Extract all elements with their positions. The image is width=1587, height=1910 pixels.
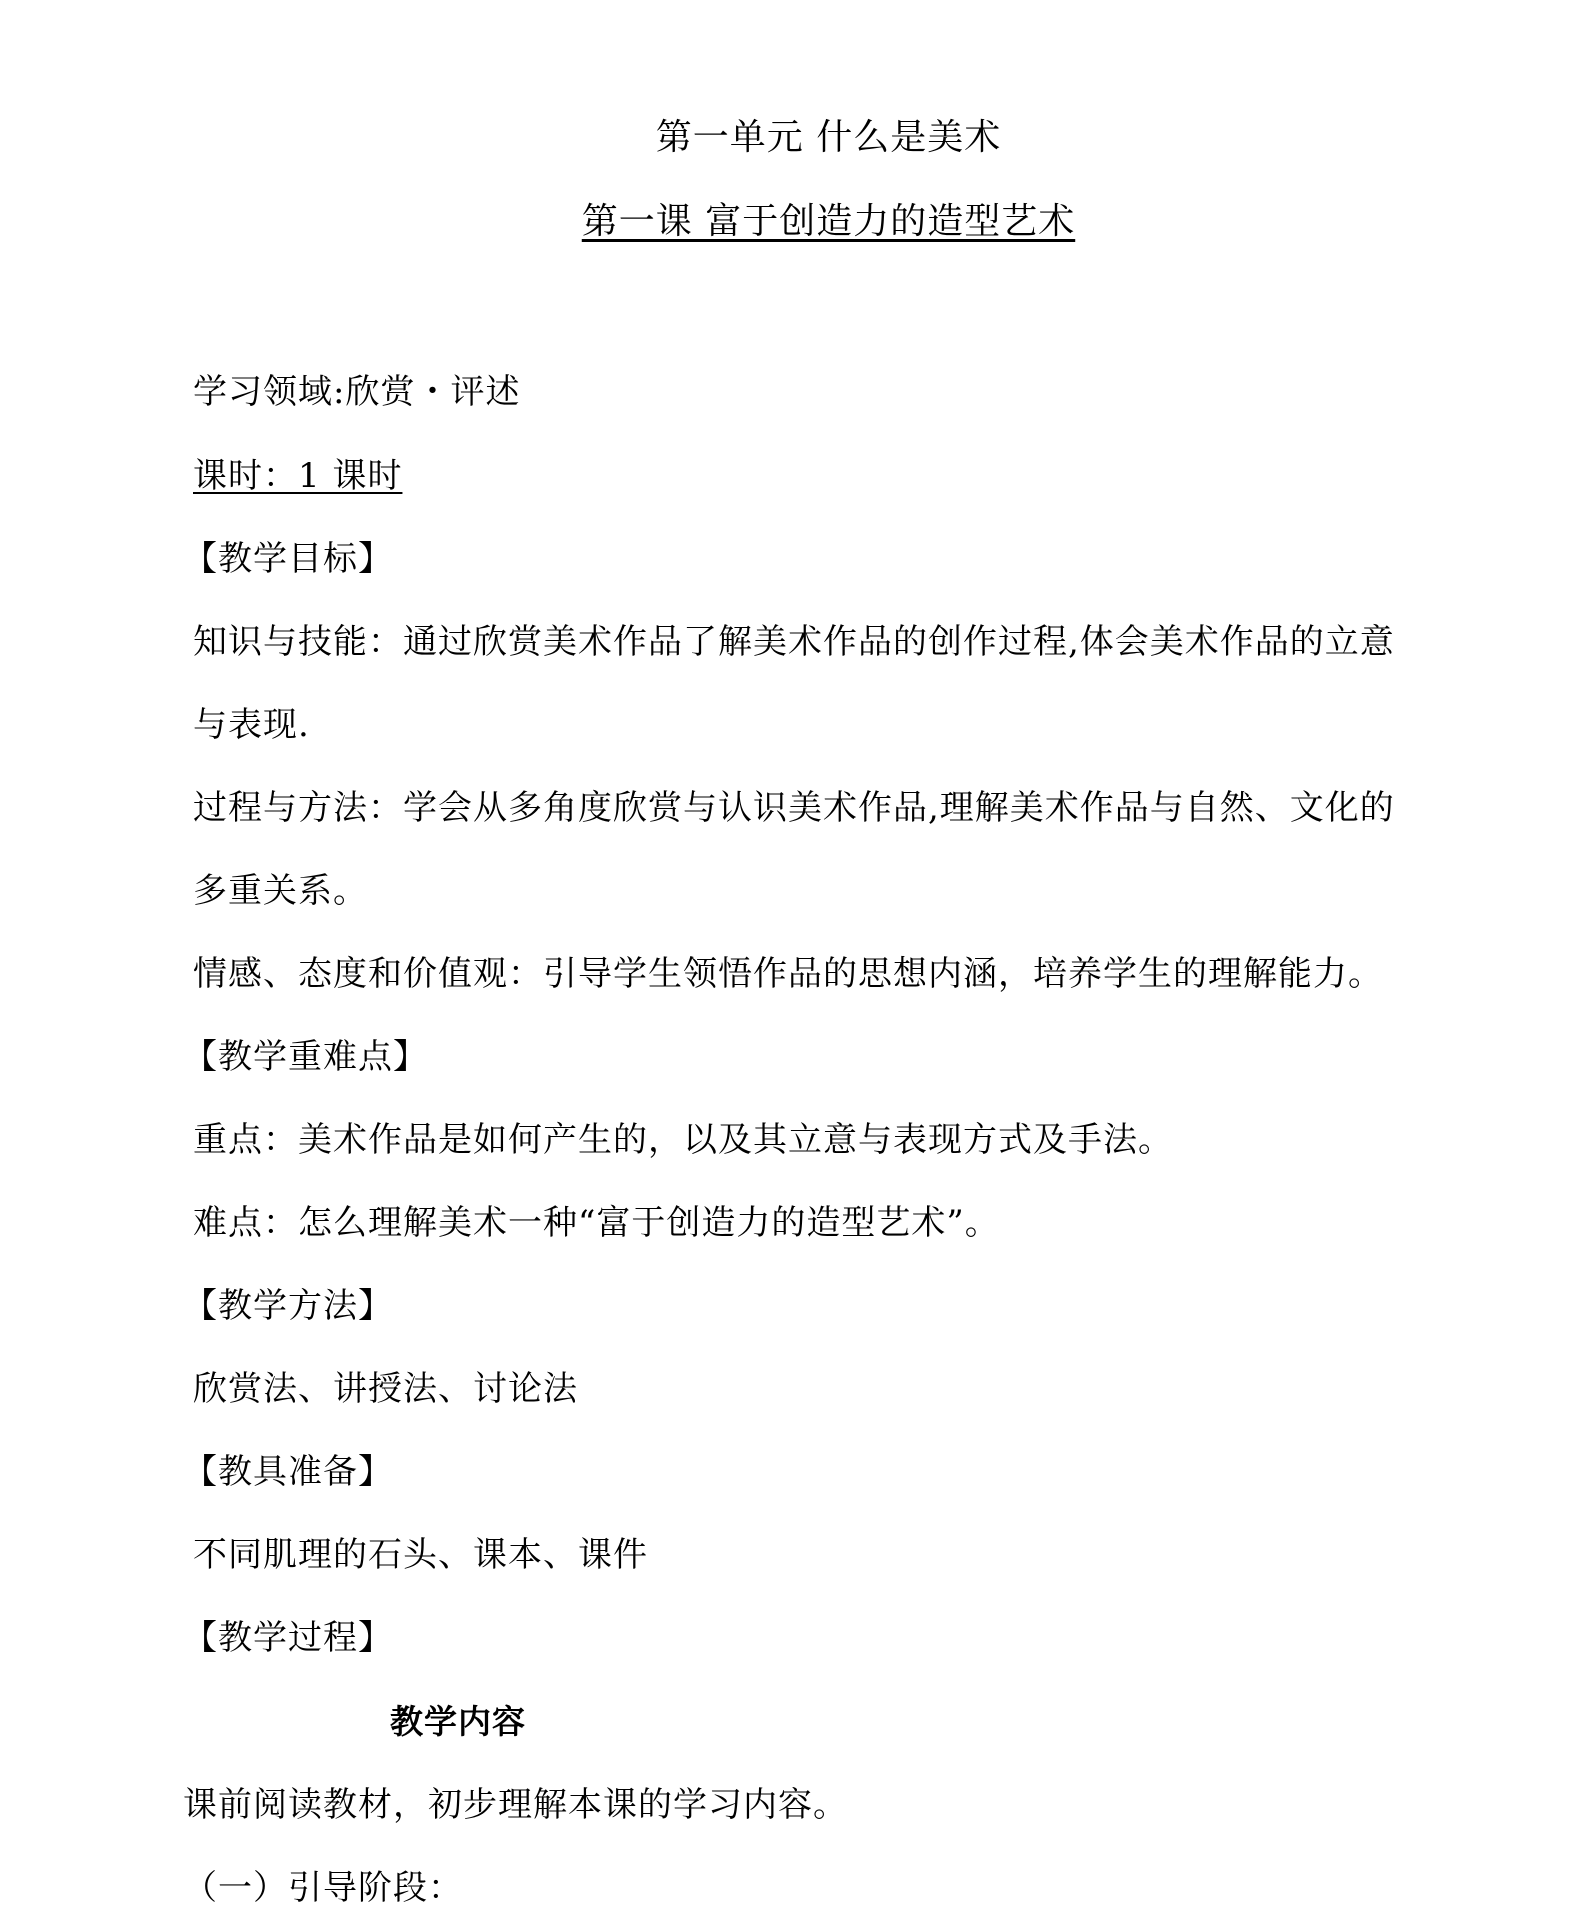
lesson-title [0, 200, 1587, 244]
objectives-heading: 【教学目标】 [183, 539, 393, 579]
key-point-difficulty: 难点：怎么理解美术一种“富于创造力的造型艺术”。 [193, 1203, 1000, 1243]
objective-knowledge-line1: 知识与技能：通过欣赏美术作品了解美术作品的创作过程,体会美术作品的立意 [193, 622, 1395, 662]
lesson-title-text: 第一课 富于创造力的造型艺术 [581, 201, 1076, 242]
methods-content: 欣赏法、讲授法、讨论法 [193, 1369, 578, 1409]
unit-title-text: 第一单元 什么是美术 [655, 117, 1002, 158]
objective-knowledge-line2: 与表现. [193, 705, 310, 745]
materials-heading: 【教具准备】 [183, 1452, 393, 1492]
methods-heading: 【教学方法】 [183, 1286, 393, 1326]
class-hours-text: 课时：1 课时 [193, 456, 403, 496]
key-points-heading: 【教学重难点】 [183, 1037, 428, 1077]
objective-emotion: 情感、态度和价值观：引导学生领悟作品的思想内涵，培养学生的理解能力。 [193, 954, 1383, 994]
unit-title [0, 116, 1587, 160]
key-point-focus: 重点：美术作品是如何产生的，以及其立意与表现方式及手法。 [193, 1120, 1173, 1160]
learning-domain: 学习领域:欣赏・评述 [193, 372, 521, 412]
stage-one-heading: （一）引导阶段： [183, 1868, 463, 1908]
objective-process-line2: 多重关系。 [193, 871, 368, 911]
process-heading: 【教学过程】 [183, 1618, 393, 1658]
pre-class-reading: 课前阅读教材，初步理解本课的学习内容。 [183, 1785, 848, 1825]
materials-content: 不同肌理的石头、课本、课件 [193, 1535, 648, 1575]
teaching-content-heading: 教学内容 [390, 1702, 526, 1741]
class-hours [193, 454, 402, 498]
objective-process-line1: 过程与方法：学会从多角度欣赏与认识美术作品,理解美术作品与自然、文化的 [193, 788, 1395, 828]
